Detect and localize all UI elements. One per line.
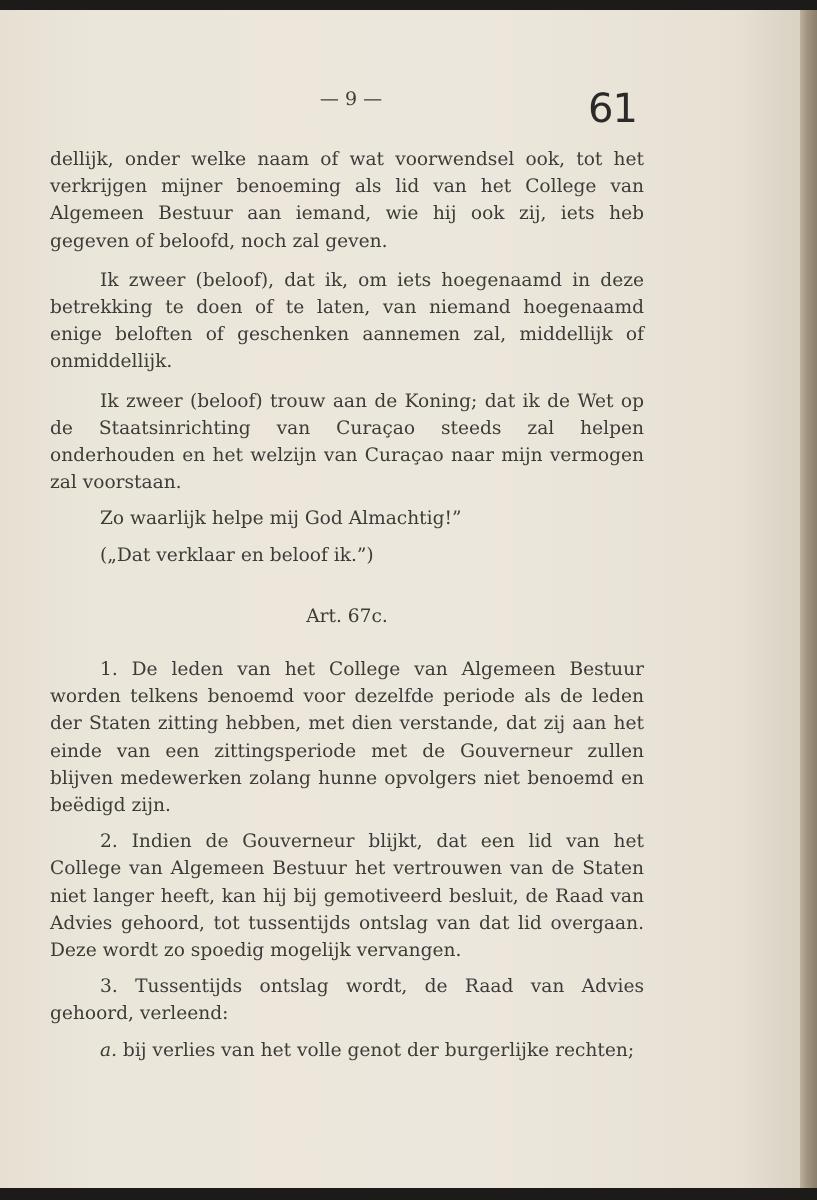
item-text-a: bij verlies van het volle genot der burgerlijke rechten;	[117, 1039, 635, 1061]
handwritten-folio-number: 61	[588, 86, 637, 132]
paragraph-oath-loyalty: Ik zweer (beloof) trouw aan de Koning; dat ik de Wet op de Staatsinrichting van Curaçao steeds zal helpen onderhouden en het welzijn van Curaçao naar mijn vermogen zal voorstaan.	[50, 390, 644, 494]
article-paragraph-1: 1. De leden van het College van Algemeen Bestuur worden telkens benoemd voor dezelfde periode als de leden der Staten zitting hebben, met dien verstande, dat zij aan het einde van een zittingsperiode met de Gouverneur zullen blijven medewerken zolang hunne opvolgers niet benoemd en beëdigd zijn.	[50, 659, 644, 817]
article-item-a	[50, 1037, 644, 1064]
item-label-a: a.	[100, 1039, 117, 1061]
article-heading: Art. 67c.	[306, 605, 388, 627]
paragraph-continuation: dellijk, onder welke naam of wat voorwendsel ook, tot het verkrijgen mijner benoeming als lid van het College van Algemeen Bestuur aan iemand, wie hij ook zij, iets heb gegeven of beloofd, noch zal geven.	[50, 149, 644, 252]
paragraph-oath-gifts: Ik zweer (beloof), dat ik, om iets hoegenaamd in deze betrekking te doen of te laten, van niemand hoegenaamd enige beloften of geschenken aannemen zal, middellijk of onmiddellijk.	[50, 269, 644, 373]
paragraph-declaration: („Dat verklaar en beloof ik.”)	[100, 544, 374, 566]
scan-border-bottom	[0, 1188, 817, 1200]
document-page	[0, 10, 800, 1190]
article-paragraph-2: 2. Indien de Gouverneur blijkt, dat een lid van het College van Algemeen Bestuur het vertrouwen van de Staten niet langer heeft, kan hij bij gemotiveerd besluit, de Raad van Advies gehoord, tot tussentijds ontslag van dat lid overgaan. Deze wordt zo spoedig mogelijk vervangen.	[50, 831, 644, 962]
body-text	[50, 146, 644, 1064]
page-number: — 9 —	[319, 88, 383, 110]
paragraph-god-almighty: Zo waarlijk helpe mij God Almachtig!”	[100, 508, 462, 530]
article-paragraph-3: 3. Tussentijds ontslag wordt, de Raad van Advies gehoord, verleend:	[50, 976, 644, 1025]
page-edge-shadow	[800, 10, 817, 1190]
